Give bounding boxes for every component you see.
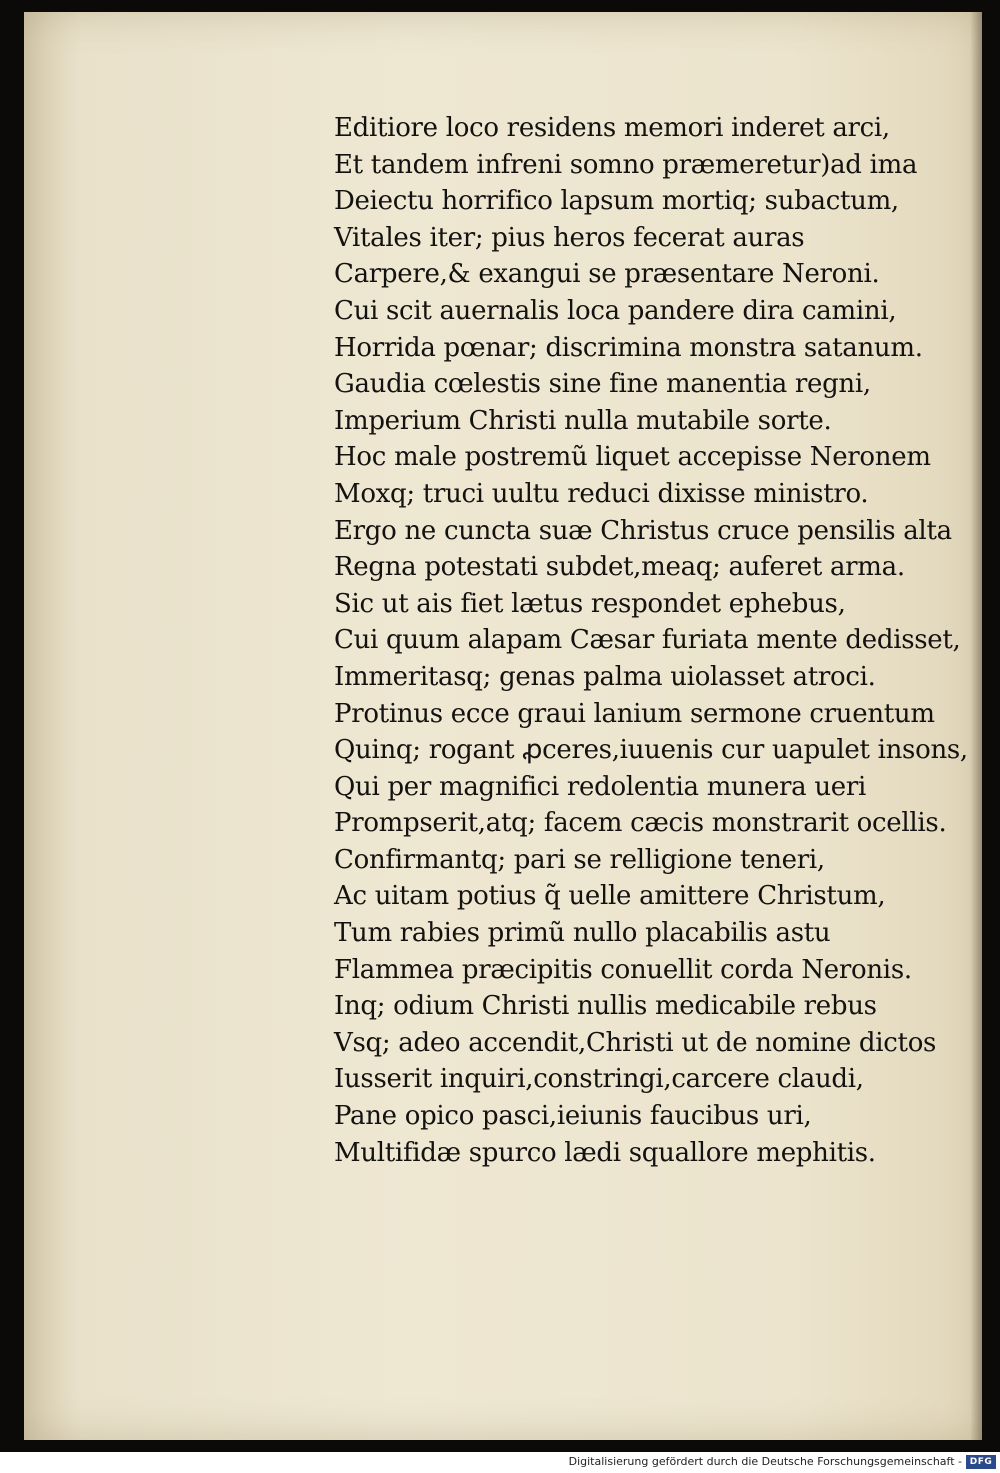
verse-line: Ac uitam potius q̃ uelle amittere Christum, <box>334 881 886 912</box>
verse-line: Iusserit inquiri,constringi,carcere claudi, <box>334 1064 864 1095</box>
verse-line: Flammea præcipitis conuellit corda Neronis. <box>334 954 912 985</box>
dfg-logo[interactable]: DFG <box>966 1455 996 1469</box>
verse-line: Hoc male postremũ liquet accepisse Neronem <box>334 442 931 473</box>
verse-line: Horrida pœnar; discrimina monstra satanum. <box>334 332 923 363</box>
verse-line: Moxq; truci uultu reduci dixisse ministro. <box>334 478 869 509</box>
verse-line: Inq; odium Christi nullis medicabile rebus <box>334 991 877 1022</box>
verse-line: Imperium Christi nulla mutabile sorte. <box>334 405 832 436</box>
funding-credit: Digitalisierung gefördert durch die Deutsche Forschungsgemeinschaft - <box>568 1455 962 1468</box>
verse-line: Protinus ecce graui lanium sermone cruentum <box>334 698 935 729</box>
verse-line: Vsq; adeo accendit,Christi ut de nomine dictos <box>334 1027 937 1058</box>
verse-line: Cui scit auernalis loca pandere dira camini, <box>334 295 897 326</box>
verse-line: Pane opico pasci,ieiunis faucibus uri, <box>334 1101 812 1132</box>
verse-line: Regna potestati subdet,meaq; auferet arma. <box>334 552 905 583</box>
verse-line: Et tandem infreni somno præmeretur)ad ima <box>334 149 918 180</box>
footer-bar <box>0 1452 1000 1473</box>
verse-line: Ergo ne cuncta suæ Christus cruce pensilis alta <box>334 515 952 546</box>
verse-line: Qui per magnifici redolentia munera ueri <box>334 771 866 802</box>
verse-line: Cui quum alapam Cæsar furiata mente dedisset, <box>334 625 961 656</box>
verse-line: Prompserit,atq; facem cæcis monstrarit ocellis. <box>334 808 947 839</box>
verse-line: Editiore loco residens memori inderet arci, <box>334 113 890 143</box>
verse-line: Tum rabies primũ nullo placabilis astu <box>334 918 831 949</box>
verse-line: Carpere,& exangui se præsentare Neroni. <box>334 259 880 290</box>
verse-line: Gaudia cœlestis sine fine manentia regni, <box>334 369 871 400</box>
verse-line: Multifidæ spurco lædi squallore mephitis. <box>334 1137 876 1168</box>
verse-line: Confirmantq; pari se relligione teneri, <box>334 844 825 875</box>
verse-line: Quinq; rogant ꝓceres,iuuenis cur uapulet insons, <box>334 735 968 766</box>
verse-line: Immeritasq; genas palma uiolasset atroci. <box>334 661 876 692</box>
verse-line: Vitales iter; pius heros fecerat auras <box>334 222 805 253</box>
verse-line: Deiectu horrifico lapsum mortiq; subactum, <box>334 186 899 217</box>
verse-text-block <box>334 110 974 1171</box>
verse-line: Sic ut ais fiet lætus respondet ephebus, <box>334 588 846 619</box>
